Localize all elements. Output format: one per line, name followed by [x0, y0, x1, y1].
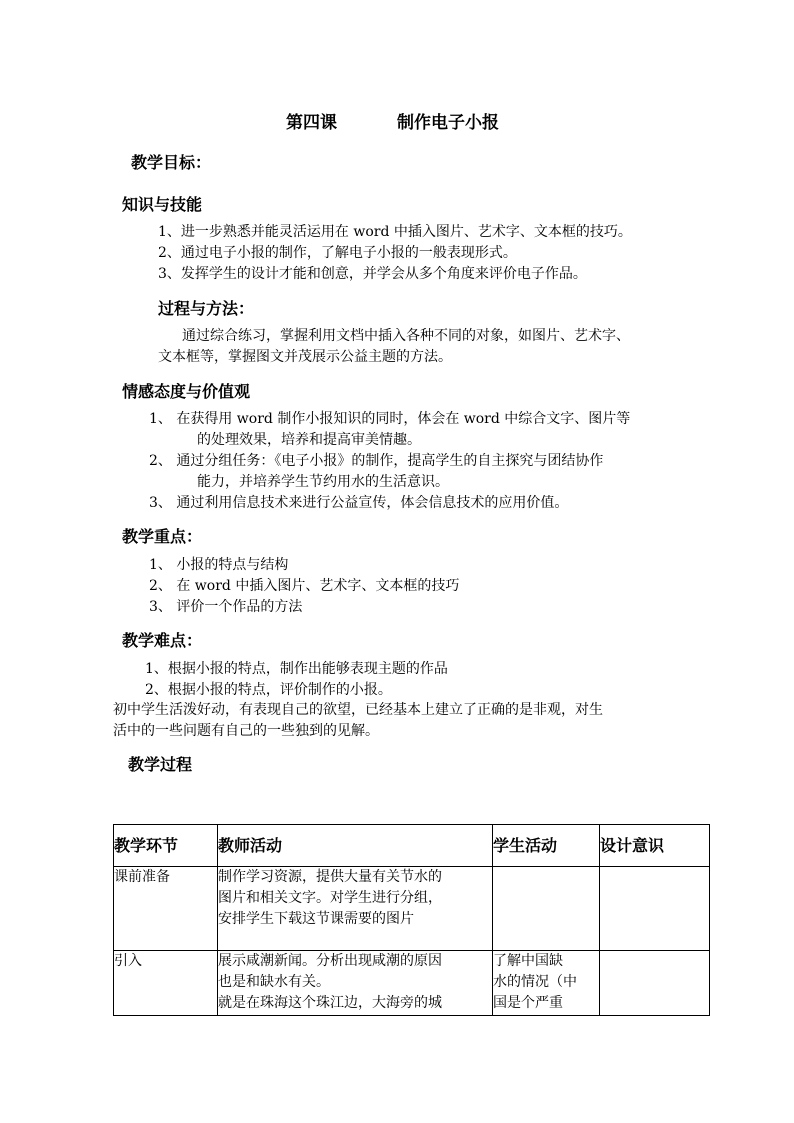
knowledge-item: 1、进一步熟悉并能灵活运用在 word 中插入图片、艺术字、文本框的技巧。 — [158, 224, 632, 240]
teacher-activity-cell — [218, 951, 493, 1016]
emotion-line: 3、 通过利用信息技术来进行公益宣传，体会信息技术的应用价值。 — [149, 495, 569, 511]
page-title: 制作电子小报 — [397, 113, 499, 133]
design-intent-cell — [600, 951, 710, 1016]
header-design-intent: 设计意识 — [600, 825, 710, 867]
key-point-item: 1、 小报的特点与结构 — [149, 557, 289, 573]
knowledge-heading: 知识与技能 — [122, 195, 203, 214]
objectives-heading: 教学目标： — [131, 153, 212, 172]
emotion-line: 能力，并培养学生节约用水的生活意识。 — [197, 474, 449, 490]
student-analysis-line: 活中的一些问题有自己的一些独到的见解。 — [113, 723, 379, 739]
teacher-activity-line: 安排学生下载这节课需要的图片 — [218, 911, 414, 927]
student-activity-cell — [493, 867, 600, 951]
teacher-activity-cell — [218, 867, 493, 951]
student-activity-line: 国是个严重 — [493, 995, 563, 1011]
key-point-item: 2、 在 word 中插入图片、艺术字、文本框的技巧 — [149, 578, 460, 594]
stage-cell: 课前准备 — [114, 867, 218, 951]
header-stage: 教学环节 — [114, 825, 218, 867]
difficulty-item: 2、根据小报的特点，评价制作的小报。 — [145, 682, 392, 698]
lesson-number: 第四课 — [286, 113, 337, 133]
teacher-activity-line: 就是在珠海这个珠江边，大海旁的城 — [218, 995, 442, 1011]
table-row — [114, 867, 710, 951]
key-points-heading: 教学重点： — [122, 527, 203, 546]
header-student-activity: 学生活动 — [493, 825, 600, 867]
key-point-item: 3、 评价一个作品的方法 — [149, 599, 303, 615]
student-activity-line: 了解中国缺 — [493, 953, 563, 969]
emotion-heading: 情感态度与价值观 — [122, 382, 251, 401]
knowledge-item: 2、通过电子小报的制作，了解电子小报的一般表现形式。 — [158, 245, 517, 261]
teaching-process-heading: 教学过程 — [128, 755, 193, 774]
difficulties-heading: 教学难点： — [122, 631, 203, 650]
student-activity-line: 水的情况（中 — [493, 974, 577, 990]
header-teacher-activity: 教师活动 — [218, 825, 493, 867]
emotion-line: 2、 通过分组任务：《电子小报》的制作，提高学生的自主探究与团结协作 — [149, 453, 604, 469]
stage-cell: 引入 — [114, 951, 218, 1016]
difficulty-item: 1、根据小报的特点，制作出能够表现主题的作品 — [145, 661, 448, 677]
student-activity-cell — [493, 951, 600, 1016]
process-line: 通过综合练习，掌握利用文档中插入各种不同的对象，如图片、艺术字、 — [182, 328, 630, 344]
process-heading: 过程与方法： — [158, 299, 255, 318]
student-analysis-line: 初中学生活泼好动，有表现自己的欲望，已经基本上建立了正确的是非观，对生 — [113, 702, 603, 718]
teacher-activity-line: 制作学习资源，提供大量有关节水的 — [218, 869, 442, 885]
teacher-activity-line: 也是和缺水有关。 — [218, 974, 330, 990]
emotion-line: 1、 在获得用 word 制作小报知识的同时，体会在 word 中综合文字、图片等 — [149, 411, 631, 427]
teacher-activity-line: 图片和相关文字。对学生进行分组， — [218, 890, 442, 906]
teacher-activity-line: 展示咸潮新闻。分析出现咸潮的原因 — [218, 953, 442, 969]
process-line: 文本框等，掌握图文并茂展示公益主题的方法。 — [158, 349, 452, 365]
teaching-process-table — [113, 824, 710, 1016]
knowledge-item: 3、发挥学生的设计才能和创意，并学会从多个角度来评价电子作品。 — [158, 266, 587, 282]
emotion-line: 的处理效果，培养和提高审美情趣。 — [197, 432, 421, 448]
design-intent-cell — [600, 867, 710, 951]
table-row — [114, 951, 710, 1016]
table-header-row — [114, 825, 710, 867]
